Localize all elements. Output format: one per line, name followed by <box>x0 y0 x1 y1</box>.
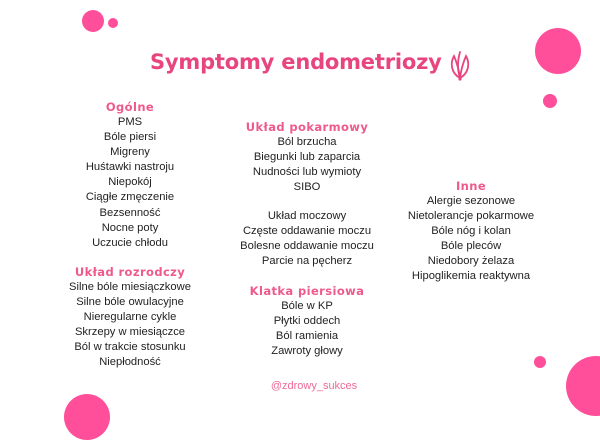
section-inne <box>396 178 546 285</box>
list-item: Płytki oddech <box>273 315 341 328</box>
list-item: Ciągłe zmęczenie <box>85 191 175 204</box>
list-item: Nudności lub wymioty <box>252 166 362 179</box>
section-heading: Inne <box>455 179 487 193</box>
list-item: SIBO <box>293 181 321 194</box>
decor-dot-top-left <box>108 18 118 28</box>
list-item: Ból brzucha <box>277 136 337 148</box>
list-item: Alergie sezonowe <box>426 195 516 207</box>
list-item: Hipoglikemia reaktywna <box>411 270 531 283</box>
list-item: Bezsenność <box>99 206 161 219</box>
list-item: Ból w trakcie stosunku <box>74 341 186 354</box>
list-item: Silne bóle miesiączkowe <box>69 281 191 293</box>
list-item: Niepokój <box>108 176 152 189</box>
list-item: Uczucie chłodu <box>92 236 168 249</box>
section-piersiowa <box>222 283 392 359</box>
list-item: Bóle piersi <box>103 131 157 144</box>
list-item: Bóle pleców <box>440 240 502 253</box>
section-heading: Klatka piersiowa <box>249 284 365 298</box>
section-ogolne <box>50 99 210 251</box>
list-item: PMS <box>117 116 143 128</box>
list-item: Częste oddawanie moczu <box>242 225 372 238</box>
list-item: Bóle w KP <box>281 300 333 312</box>
list-item: Ból ramienia <box>275 330 339 343</box>
list-item: Niepłodność <box>99 356 161 369</box>
decor-circle-bottom-left <box>64 394 110 440</box>
list-item: Nietolerancje pokarmowe <box>407 210 535 223</box>
section-pokarmowy <box>222 119 392 195</box>
list-item: Migreny <box>110 146 150 159</box>
decor-dot-right <box>543 94 557 108</box>
list-item: Niedobory żelaza <box>427 255 515 268</box>
section-heading: Układ pokarmowy <box>245 120 369 134</box>
list-item: Zawroty głowy <box>271 345 343 358</box>
decor-circle-top-right <box>535 28 581 74</box>
list-item: Bóle nóg i kolan <box>431 225 511 238</box>
decor-dot-bottom-right <box>534 356 546 368</box>
section-heading: Ogólne <box>105 100 155 114</box>
list-item: Silne bóle owulacyjne <box>76 296 184 309</box>
lotus-icon <box>445 48 475 82</box>
list-item: Parcie na pęcherz <box>261 255 353 268</box>
list-item: Bolesne oddawanie moczu <box>240 240 374 253</box>
section-rozrodczy <box>48 264 212 371</box>
list-item: Układ moczowy <box>267 210 347 222</box>
list-item: Skrzepy w miesiączce <box>74 326 186 339</box>
section-heading: Układ rozrodczy <box>74 265 186 279</box>
list-item: Nieregularne cykle <box>83 311 177 324</box>
social-handle: @zdrowy_sukces <box>270 380 358 392</box>
list-item: Huśtawki nastroju <box>85 161 175 174</box>
decor-circle-top-left <box>82 10 104 32</box>
list-item: Biegunki lub zaparcia <box>253 151 361 164</box>
list-item: Nocne poty <box>101 221 159 234</box>
decor-circle-bottom-right <box>566 356 600 416</box>
page-title: Symptomy endometriozy <box>150 50 442 74</box>
section-moczowy <box>222 209 392 269</box>
header <box>150 48 480 84</box>
